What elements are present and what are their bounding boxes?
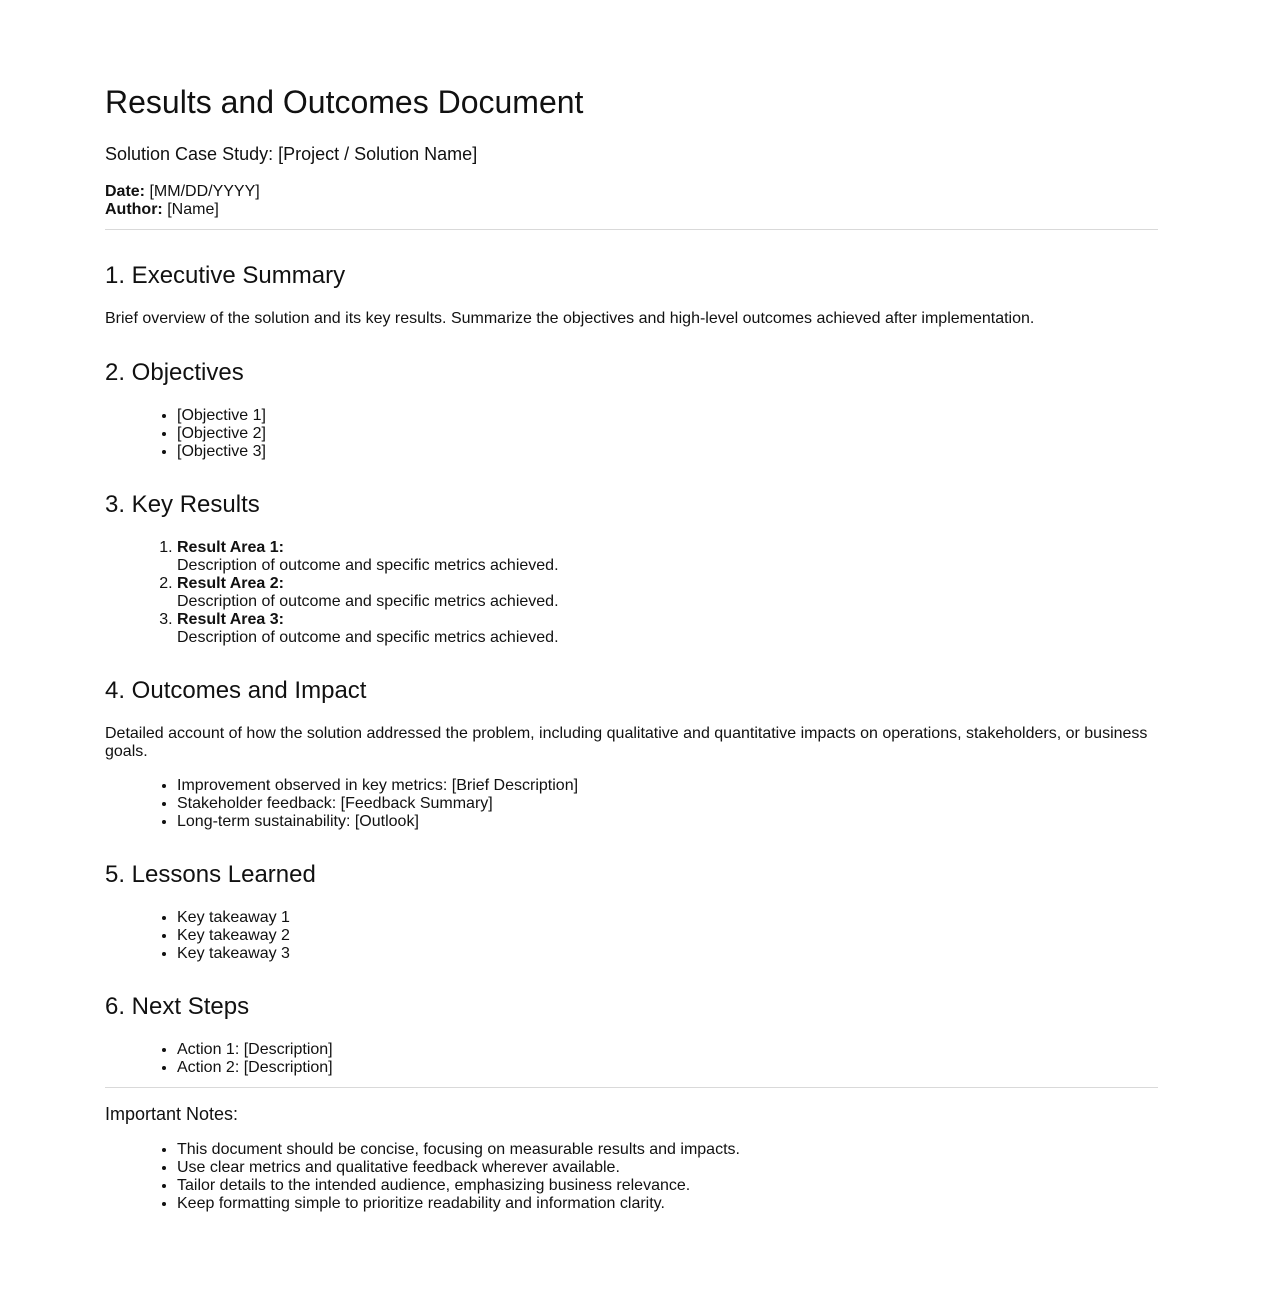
header-divider [105, 229, 1158, 230]
result-area-description: Description of outcome and specific metrics achieved. [177, 593, 559, 610]
section-key-results [105, 491, 1158, 647]
section-heading: 3. Key Results [105, 491, 260, 518]
notes-list [105, 1141, 1158, 1213]
section-heading: 5. Lessons Learned [105, 861, 316, 888]
list-item: • This document should be concise, focusing on measurable results and impacts. [177, 1141, 1158, 1159]
meta-author-label: Author: [105, 201, 163, 218]
result-area-description: Description of outcome and specific metrics achieved. [177, 629, 559, 646]
result-area-title: 1. Result Area 1: [177, 539, 284, 556]
list-item [177, 575, 1158, 611]
section-outcomes-impact [105, 677, 1158, 831]
list-item: • [Objective 2] [177, 425, 1158, 443]
next-steps-list [105, 1041, 1158, 1077]
lessons-list [105, 909, 1158, 963]
notes-divider [105, 1087, 1158, 1088]
list-item [177, 611, 1158, 647]
list-item: • Use clear metrics and qualitative feedback wherever available. [177, 1159, 1158, 1177]
notes-title: Important Notes: [105, 1104, 239, 1124]
list-item: • Action 1: [Description] [177, 1041, 1158, 1059]
list-item: • Key takeaway 3 [177, 945, 1158, 963]
section-next-steps [105, 993, 1158, 1077]
list-item: • Keep formatting simple to prioritize readability and information clarity. [177, 1195, 1158, 1213]
meta-date [105, 183, 1158, 201]
document-meta [105, 183, 1158, 219]
section-paragraph: Detailed account of how the solution addressed the problem, including qualitative and quantitative impacts on operations, stakeholders, or business goals. [105, 725, 1148, 760]
document-subtitle: Solution Case Study: [Project / Solution Name] [105, 144, 478, 164]
outcomes-list [105, 777, 1158, 831]
section-heading: 6. Next Steps [105, 993, 250, 1020]
key-results-list [105, 539, 1158, 647]
important-notes [105, 1103, 1158, 1213]
list-item: • [Objective 1] [177, 407, 1158, 425]
meta-author-value: [Name] [167, 201, 219, 218]
result-area-title: 2. Result Area 2: [177, 575, 284, 592]
section-executive-summary [105, 262, 1158, 328]
result-area-description: Description of outcome and specific metrics achieved. [177, 557, 559, 574]
list-item: • Action 2: [Description] [177, 1059, 1158, 1077]
list-item: • [Objective 3] [177, 443, 1158, 461]
section-heading: 2. Objectives [105, 359, 244, 386]
list-item: • Key takeaway 2 [177, 927, 1158, 945]
section-heading: 4. Outcomes and Impact [105, 677, 367, 704]
list-item: • Long-term sustainability: [Outlook] [177, 813, 1158, 831]
list-item: • Improvement observed in key metrics: [Brief Description] [177, 777, 1158, 795]
document-title: Results and Outcomes Document [105, 84, 584, 120]
meta-author [105, 201, 1158, 219]
result-area-title: 3. Result Area 3: [177, 611, 284, 628]
list-item [177, 539, 1158, 575]
section-paragraph: Brief overview of the solution and its key results. Summarize the objectives and high-level outcomes achieved after implementation. [105, 310, 1035, 327]
list-item: • Key takeaway 1 [177, 909, 1158, 927]
objectives-list [105, 407, 1158, 461]
meta-date-label: Date: [105, 183, 146, 200]
section-lessons-learned [105, 861, 1158, 963]
section-objectives [105, 359, 1158, 461]
document-page [105, 0, 1158, 1213]
list-item: • Tailor details to the intended audience, emphasizing business relevance. [177, 1177, 1158, 1195]
list-item: • Stakeholder feedback: [Feedback Summary] [177, 795, 1158, 813]
section-heading: 1. Executive Summary [105, 262, 346, 289]
meta-date-value: [MM/DD/YYYY] [149, 183, 260, 200]
